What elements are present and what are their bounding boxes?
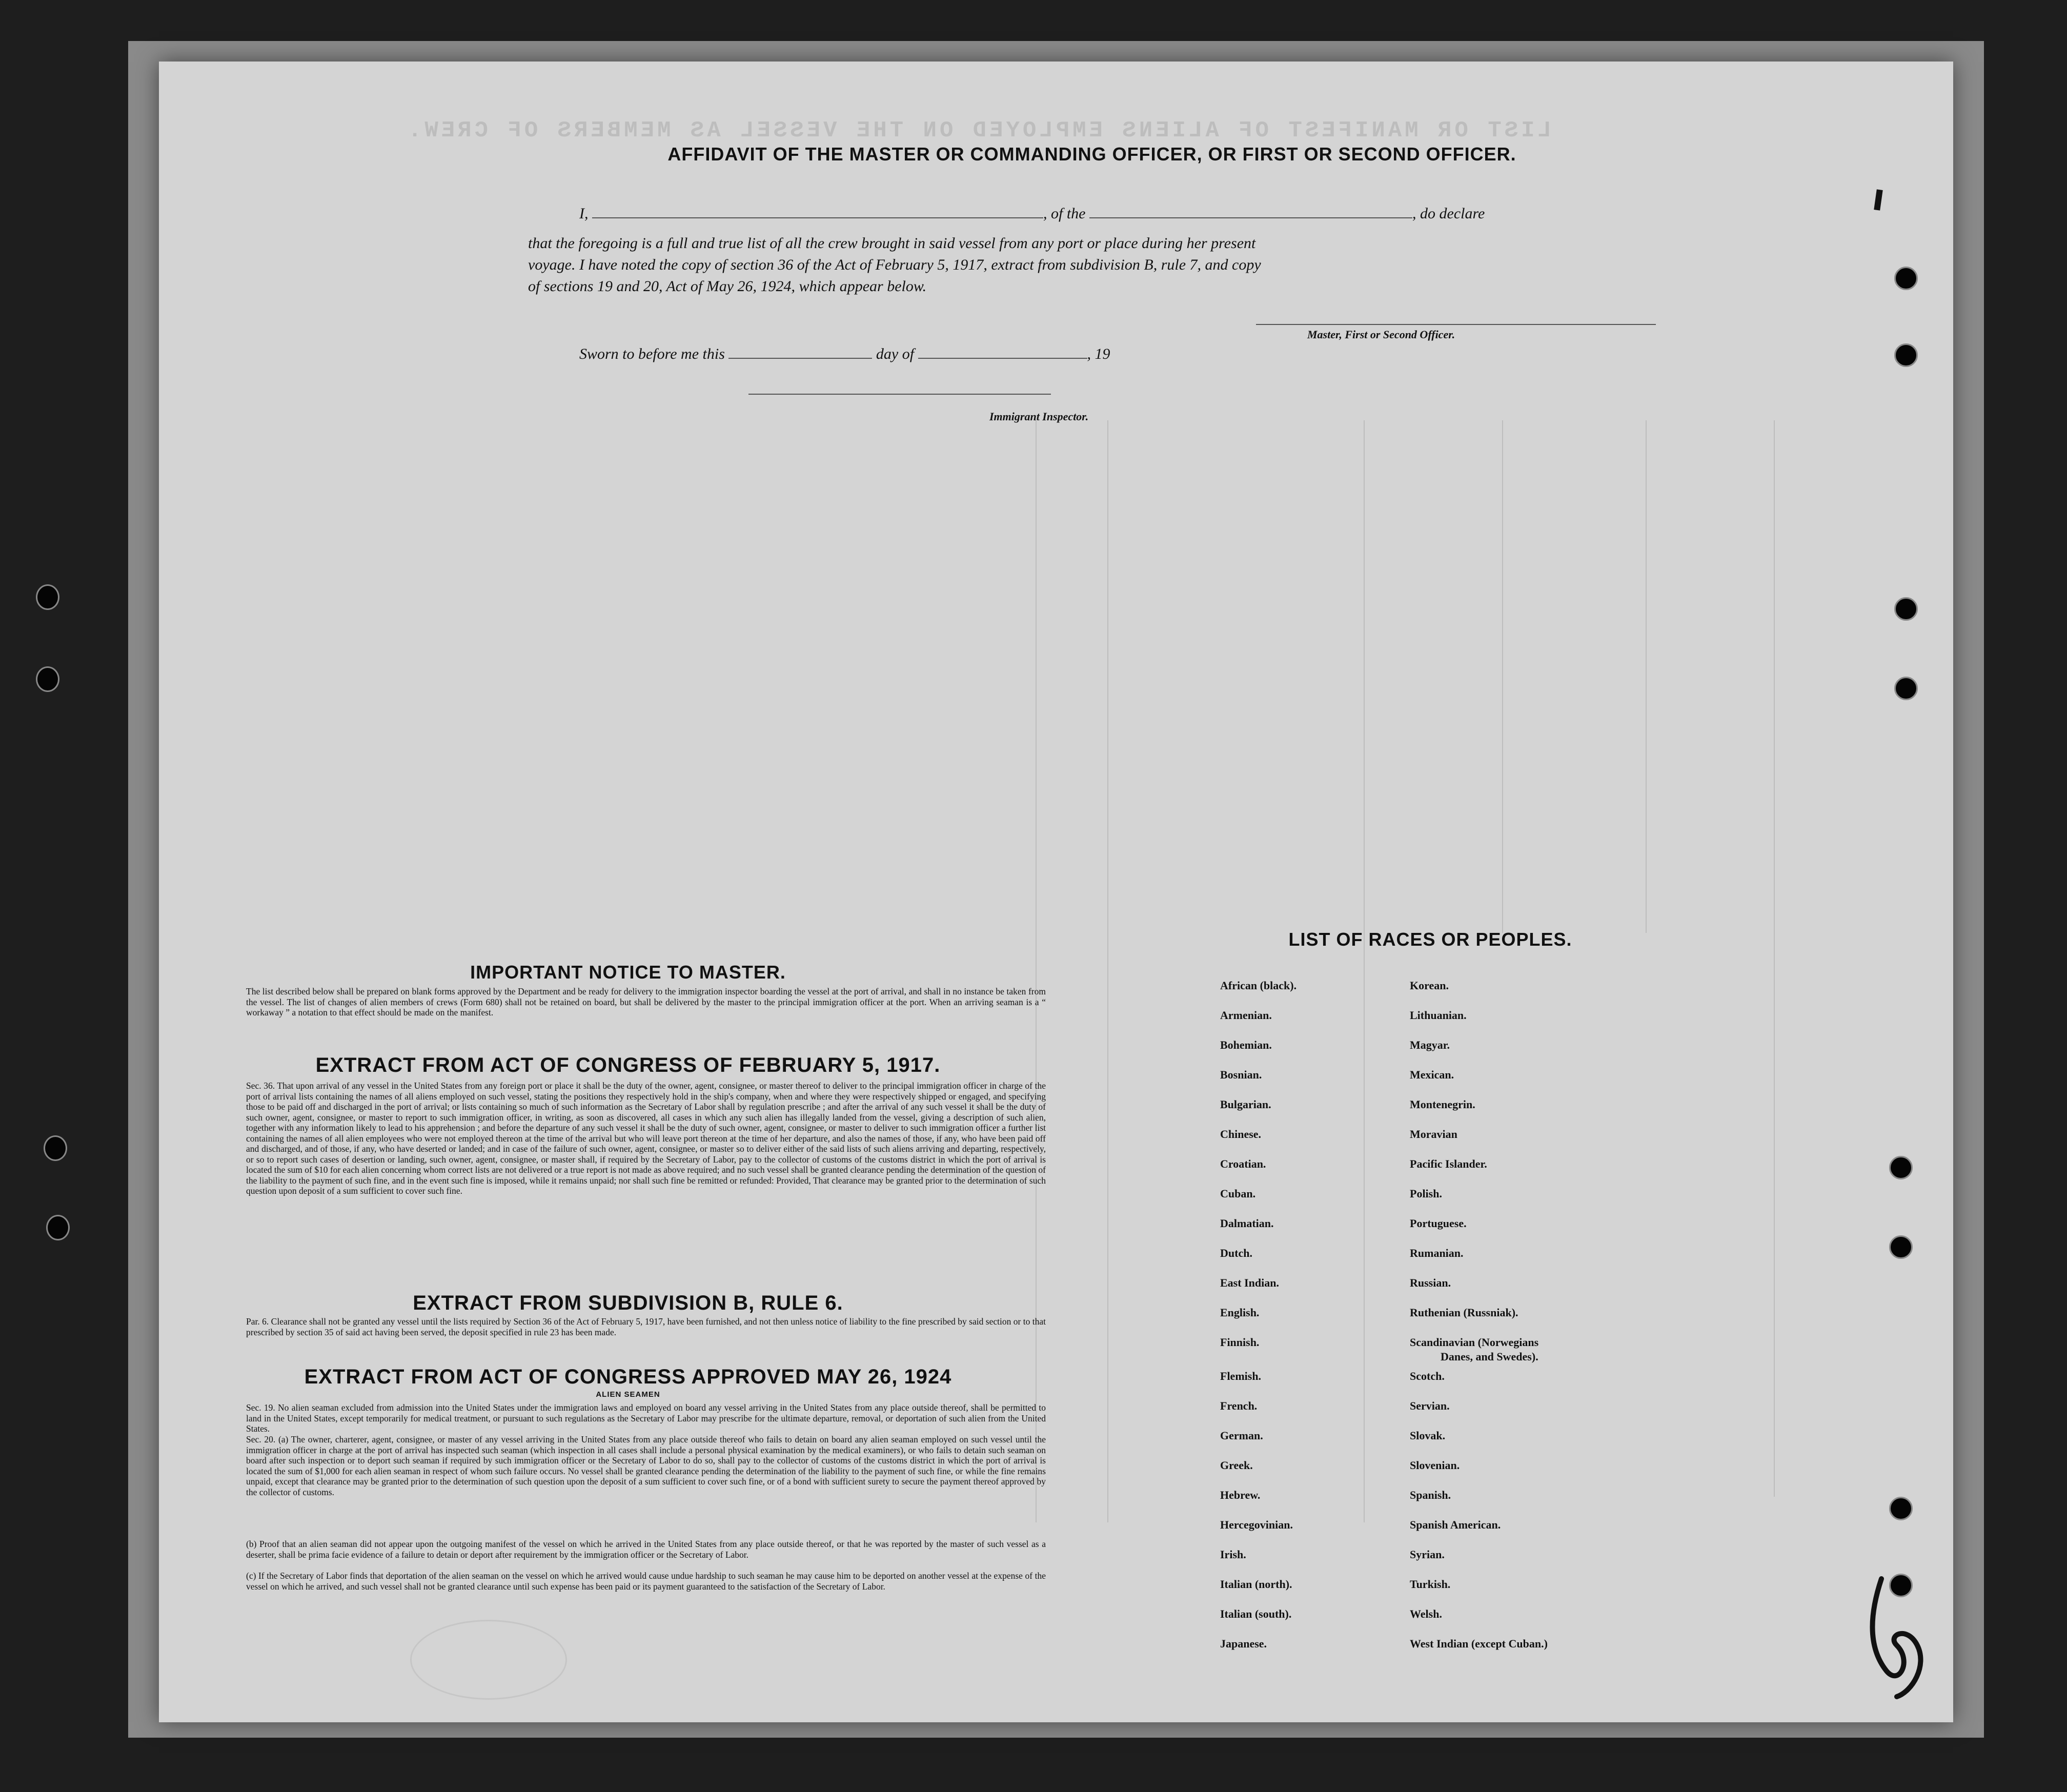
punch-hole bbox=[1889, 1497, 1913, 1520]
extract-rule6-title: EXTRACT FROM SUBDIVISION B, RULE 6. bbox=[413, 1292, 843, 1314]
year-prefix-label: , 19 bbox=[1087, 345, 1110, 362]
extract-1924-title: EXTRACT FROM ACT OF CONGRESS APPROVED MAY 26, 1924 bbox=[304, 1366, 952, 1388]
race-item: Spanish American. bbox=[1410, 1518, 1501, 1531]
race-item: Bosnian. bbox=[1220, 1068, 1262, 1081]
race-item: Bulgarian. bbox=[1220, 1098, 1271, 1111]
race-item: Lithuanian. bbox=[1410, 1009, 1467, 1022]
bleed-through-rule bbox=[1774, 420, 1775, 1497]
race-item: African (black). bbox=[1220, 979, 1297, 992]
race-item: Greek. bbox=[1220, 1459, 1253, 1472]
inspector-label: Immigrant Inspector. bbox=[989, 410, 1089, 423]
race-item: Dalmatian. bbox=[1220, 1217, 1274, 1230]
race-item: Scotch. bbox=[1410, 1370, 1445, 1382]
punch-hole bbox=[1894, 267, 1918, 290]
race-item: Polish. bbox=[1410, 1187, 1442, 1200]
race-item: Turkish. bbox=[1410, 1578, 1451, 1591]
punch-hole bbox=[1889, 1574, 1913, 1597]
extract-1924-sec20b: (b) Proof that an alien seaman did not appear upon the outgoing manifest of the vessel on which he arrived in the United States from any place outside thereof, or that he was reported by the master of such vessel as a deserter, shall be prima facie evidence of a failure to detain or deport after requirement by the immigration officer or the Secretary of Labor. bbox=[246, 1539, 1046, 1560]
race-item: Montenegrin. bbox=[1410, 1098, 1475, 1111]
affidavit-text-line-1: that the foregoing is a full and true list of all the crew brought in said vessel from any port or place during her present bbox=[528, 235, 1256, 252]
race-item: French. bbox=[1220, 1399, 1258, 1412]
race-item: East Indian. bbox=[1220, 1276, 1279, 1289]
day-of-label: day of bbox=[876, 345, 915, 362]
bleed-through-rule bbox=[1646, 420, 1647, 933]
race-item: Slovak. bbox=[1410, 1429, 1446, 1442]
vessel-name-field[interactable] bbox=[1089, 204, 1412, 218]
race-item: Flemish. bbox=[1220, 1370, 1262, 1382]
extract-1924-sec20c: (c) If the Secretary of Labor finds that deportation of the alien seaman on the vessel on which he arrived would cause undue hardship to such seaman he may cause him to be deported on another vessel at the expense of the vessel on which he arrived, and such vessel shall not be granted clearance until such expense has been paid or its payment guaranteed to the satisfaction of the Secretary of Labor. bbox=[246, 1571, 1046, 1592]
sworn-month-field[interactable] bbox=[918, 344, 1087, 359]
faint-stamp bbox=[410, 1620, 567, 1700]
race-item: Italian (north). bbox=[1220, 1578, 1292, 1591]
race-item: Rumanian. bbox=[1410, 1247, 1464, 1259]
race-item: German. bbox=[1220, 1429, 1263, 1442]
race-item: Spanish. bbox=[1410, 1489, 1451, 1501]
master-signature-line[interactable] bbox=[1256, 324, 1656, 325]
race-item: Scandinavian (Norwegians bbox=[1410, 1336, 1539, 1349]
race-item: Moravian bbox=[1410, 1128, 1457, 1141]
race-item: Irish. bbox=[1220, 1548, 1246, 1561]
extract-1924-sec20a: Sec. 20. (a) The owner, charterer, agent, consignee, or master of any vessel arriving in the United States from any place outside thereof who fails to detain on board any alien seaman employed on such vessel until the immigration officer in charge at the port of arrival has inspected such seaman (which inspection in all cases shall include a personal physical examination by the medical examiners), or who fails to detain such seaman on board after such inspection or to deport such seaman if required by such immigration officer or the Secretary of Labor to do so, shall pay to the collector of customs of the customs district in which the port of arrival is located the sum of $1,000 for each alien seaman in respect of whom such failure occurs. No vessel shall be granted clearance pending the determination of the liability to the payment of such fine, or while the fine remains unpaid, except that clearance may be granted prior to the determination of such question upon the deposit of a sum sufficient to cover such fine, or of a bond with sufficient surety to secure the payment thereof approved by the collector of customs. bbox=[246, 1434, 1046, 1497]
punch-hole bbox=[1889, 1156, 1913, 1179]
race-item: Servian. bbox=[1410, 1399, 1450, 1412]
corner-mark bbox=[1874, 189, 1882, 210]
of-the-label: , of the bbox=[1043, 205, 1086, 222]
race-item: Hebrew. bbox=[1220, 1489, 1261, 1501]
race-item: Cuban. bbox=[1220, 1187, 1256, 1200]
extract-1917-title: EXTRACT FROM ACT OF CONGRESS OF FEBRUARY 5, 1917. bbox=[315, 1054, 941, 1076]
bleed-through-title: LIST OR MANIFEST OF ALIENS EMPLOYED ON THE VESSEL AS MEMBERS OF CREW. bbox=[405, 118, 1551, 144]
race-item: Finnish. bbox=[1220, 1336, 1260, 1349]
affidavit-text-line-2: voyage. I have noted the copy of section 36 of the Act of February 5, 1917, extract from subdivision B, rule 7, and copy bbox=[528, 256, 1261, 273]
races-title: LIST OF RACES OR PEOPLES. bbox=[1288, 929, 1572, 950]
extract-rule6-text: Par. 6. Clearance shall not be granted any vessel until the lists required by Section 36 of the Act of February 5, 1917, have been furnished, and not then unless notice of liability to the fine prescribed by said section or to that prescribed by section 35 of said act having been served, the deposit specified in rule 23 has been made. bbox=[246, 1316, 1046, 1337]
sworn-label: Sworn to before me this bbox=[579, 345, 725, 362]
notice-text: The list described below shall be prepared on blank forms approved by the Department and be ready for delivery to the immigration inspector boarding the vessel at the port of arrival, and shall in no instance be taken from the vessel. The list of changes of alien members of crews (Form 680) shall not be retained on board, but shall be delivered by the master to the principal immigration officer at the port. When an arriving seaman is a “ workaway ” a notation to that effect should be made on the manifest. bbox=[246, 986, 1046, 1017]
bleed-through-rule bbox=[1502, 420, 1503, 933]
race-item: Dutch. bbox=[1220, 1247, 1252, 1259]
punch-hole bbox=[36, 666, 59, 692]
declaration-line bbox=[579, 204, 1485, 222]
race-item: Danes, and Swedes). bbox=[1441, 1350, 1538, 1363]
punch-hole bbox=[1894, 597, 1918, 621]
bleed-through-rule bbox=[1107, 420, 1108, 1522]
notice-title: IMPORTANT NOTICE TO MASTER. bbox=[470, 962, 786, 983]
do-declare-label: , do declare bbox=[1412, 205, 1485, 222]
race-item: Pacific Islander. bbox=[1410, 1157, 1487, 1170]
punch-hole bbox=[1894, 677, 1918, 700]
master-signature-label: Master, First or Second Officer. bbox=[1307, 328, 1455, 341]
race-item: Bohemian. bbox=[1220, 1038, 1272, 1051]
race-item: Italian (south). bbox=[1220, 1607, 1292, 1620]
race-item: West Indian (except Cuban.) bbox=[1410, 1637, 1548, 1650]
inspector-signature-line[interactable] bbox=[748, 394, 1051, 395]
race-item: Welsh. bbox=[1410, 1607, 1442, 1620]
punch-hole bbox=[36, 584, 59, 610]
race-item: Mexican. bbox=[1410, 1068, 1454, 1081]
i-label: I, bbox=[579, 205, 589, 222]
race-item: Syrian. bbox=[1410, 1548, 1445, 1561]
race-item: Slovenian. bbox=[1410, 1459, 1460, 1472]
race-item: Armenian. bbox=[1220, 1009, 1272, 1022]
affidavit-text-line-3: of sections 19 and 20, Act of May 26, 1924, which appear below. bbox=[528, 278, 927, 295]
race-item: Portuguese. bbox=[1410, 1217, 1467, 1230]
race-item: Ruthenian (Russniak). bbox=[1410, 1306, 1518, 1319]
punch-hole bbox=[46, 1215, 70, 1240]
race-item: Croatian. bbox=[1220, 1157, 1266, 1170]
race-item: Hercegovinian. bbox=[1220, 1518, 1293, 1531]
officer-name-field[interactable] bbox=[592, 204, 1043, 218]
race-item: Magyar. bbox=[1410, 1038, 1450, 1051]
sworn-line bbox=[579, 344, 1110, 363]
race-item: Japanese. bbox=[1220, 1637, 1267, 1650]
sworn-day-field[interactable] bbox=[728, 344, 872, 359]
punch-hole bbox=[44, 1135, 67, 1161]
bleed-through-rule bbox=[1036, 420, 1037, 1522]
extract-1924-subtitle: ALIEN SEAMEN bbox=[596, 1390, 660, 1399]
race-item: English. bbox=[1220, 1306, 1260, 1319]
extract-1917-text: Sec. 36. That upon arrival of any vessel in the United States from any foreign port or place it shall be the duty of the owner, agent, consignee, or master thereof to deliver to the principal immigration officer in charge of the port of arrival lists containing the names of all aliens employed on such vessel, stating the positions they respectively hold in the ship's company, when and where they were respectively shipped or engaged, and specifying those to be paid off and discharged in the port of arrival; or lists containing so much of such information as the Secretary of Labor shall by regulation prescribe ; and after the arrival of any such vessel it shall be the duty of such owner, agent, consignee, or master to report to such immigration officer, in writing, as soon as discovered, all cases in which any such alien has illegally landed from the vessel, giving a description of such alien, together with any information likely to lead to his apprehension ; and before the departure of any such vessel it shall be the duty of such owner, agent, consignee, or master to deliver to such immigration officer a further list containing the names of all alien employees who were not employed thereon at the time of the arrival but who will leave port thereon at the time of her departure, and also the names of those, if any, who have been paid off and discharged, and of those, if any, who have deserted or landed; and in case of the failure of such owner, agent, consignee, or master so to deliver either of the said lists of such aliens arriving and departing, respectively, or so to report such cases of desertion or landing, such owner, agent, consignee, or master shall, if required by the Secretary of Labor, pay to the collector of customs of the customs district in which the port of arrival is located the sum of $10 for each alien concerning whom correct lists are not delivered or a true report is not made as above required; and no such vessel shall be granted clearance pending the determination of the question of the liability to the payment of such fine, and in the event such fine is imposed, while it remains unpaid; nor shall such fine be remitted or refunded: Provided, That clearance may be granted prior to the determination of such question upon deposit of a sum sufficient to cover such fine. bbox=[246, 1081, 1046, 1196]
extract-1924-sec19: Sec. 19. No alien seaman excluded from admission into the United States under the immigration laws and employed on board any vessel arriving in the United States from any place outside thereof, shall be permitted to land in the United States, except temporarily for medical treatment, or pursuant to such regulations as the Secretary of Labor may prescribe for the ultimate departure, removal, or deportation of such alien from the United States. bbox=[246, 1402, 1046, 1434]
punch-hole bbox=[1889, 1235, 1913, 1259]
bleed-through-rule bbox=[1364, 420, 1365, 1522]
affidavit-title: AFFIDAVIT OF THE MASTER OR COMMANDING OFFICER, OR FIRST OR SECOND OFFICER. bbox=[667, 144, 1516, 165]
race-item: Russian. bbox=[1410, 1276, 1451, 1289]
race-item: Korean. bbox=[1410, 979, 1449, 992]
race-item: Chinese. bbox=[1220, 1128, 1262, 1141]
document-page bbox=[159, 62, 1953, 1722]
punch-hole bbox=[1894, 343, 1918, 367]
